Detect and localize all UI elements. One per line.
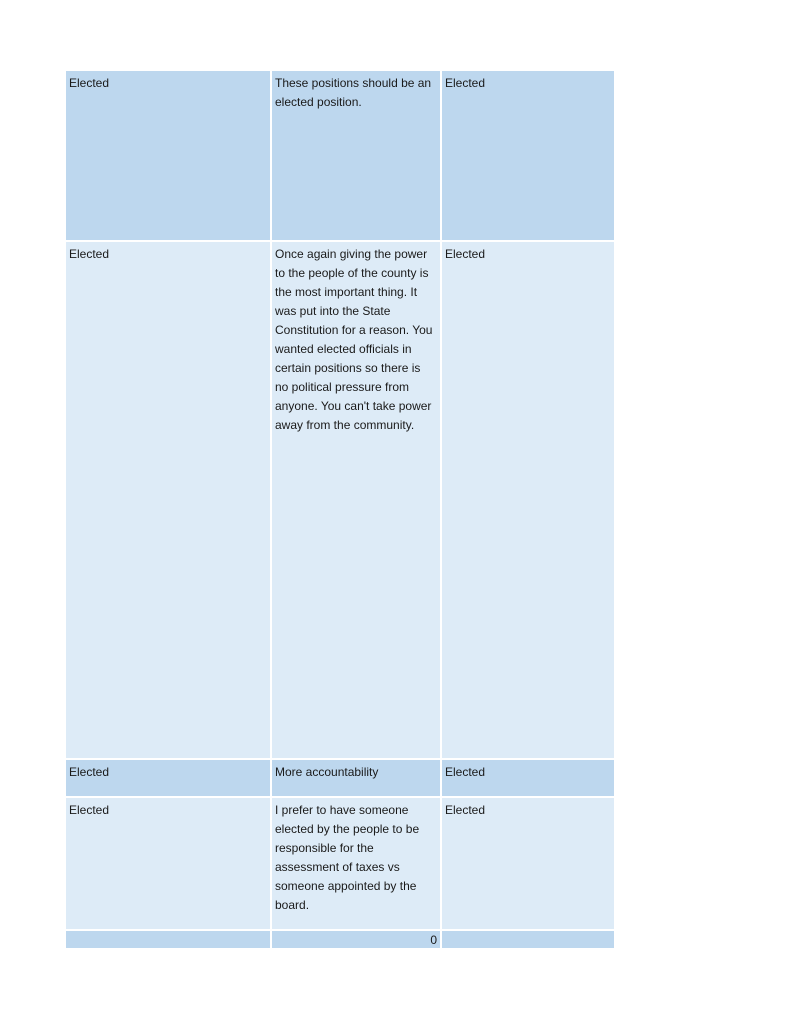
table-row xyxy=(66,798,614,931)
footer-cell[interactable] xyxy=(66,931,272,948)
table-cell[interactable]: Elected xyxy=(66,242,272,758)
footer-cell[interactable] xyxy=(442,931,614,948)
table-cell[interactable]: Elected xyxy=(442,798,614,929)
table-row xyxy=(66,760,614,798)
table-cell[interactable]: Elected xyxy=(442,760,614,796)
table-cell[interactable]: Elected xyxy=(66,798,272,929)
table-cell[interactable]: These positions should be an elected position. xyxy=(272,71,442,240)
table-cell[interactable]: More accountability xyxy=(272,760,442,796)
table-cell[interactable]: Elected xyxy=(442,242,614,758)
table-cell[interactable]: Elected xyxy=(66,760,272,796)
table-cell[interactable]: Elected xyxy=(442,71,614,240)
footer-count-cell[interactable]: 0 xyxy=(272,931,442,948)
spreadsheet-table xyxy=(66,71,614,950)
table-cell[interactable]: I prefer to have someone elected by the people to be responsible for the assessment of taxes vs someone appointed by the board. xyxy=(272,798,442,929)
table-footer-row xyxy=(66,931,614,950)
table-cell[interactable]: Once again giving the power to the people of the county is the most important thing. It was put into the State Constitution for a reason. You wanted elected officials in certain positions so there is no political pressure from anyone. You can't take power away from the community. xyxy=(272,242,442,758)
table-cell[interactable]: Elected xyxy=(66,71,272,240)
table-row xyxy=(66,71,614,242)
table-row xyxy=(66,242,614,760)
